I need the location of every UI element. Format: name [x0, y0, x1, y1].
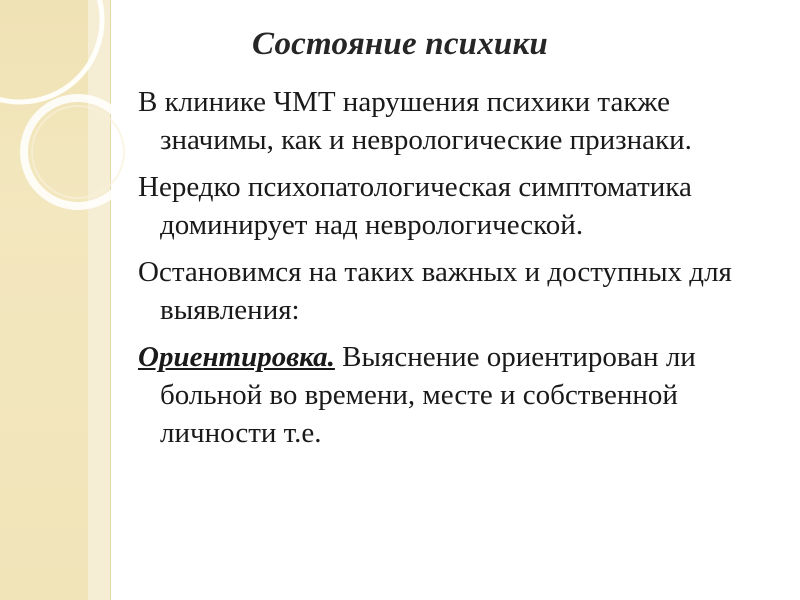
- paragraph-1-text: В клинике ЧМТ нарушения психики также значимы, как и неврологические признаки.: [138, 86, 692, 156]
- paragraph-1: [138, 84, 778, 160]
- decorative-side-strip: [88, 0, 111, 600]
- paragraph-3: [138, 254, 778, 330]
- slide-title: Состояние психики: [252, 26, 548, 62]
- decorative-side-band: [0, 0, 88, 600]
- paragraph-3-text: Остановимся на таких важных и доступных для выявления:: [138, 255, 732, 326]
- paragraph-4: [138, 339, 778, 453]
- paragraph-2: [138, 169, 778, 245]
- paragraph-4-text: Выяснение ориентирован ли больной во времени, месте и собственной личности т.е.: [160, 340, 696, 449]
- paragraph-4-keyword: Ориентировка.: [138, 340, 335, 373]
- slide-body: [138, 84, 778, 462]
- paragraph-2-text: Нередко психопатологическая симптоматика доминирует над неврологической.: [138, 170, 692, 241]
